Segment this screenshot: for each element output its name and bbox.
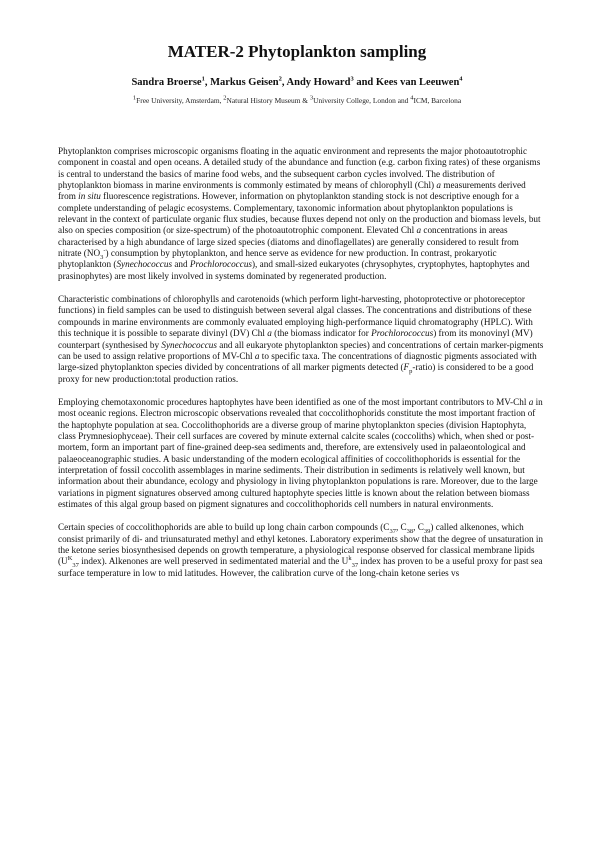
author-list: Sandra Broerse$^1$, Markus Geisen$^2$, Andy Howard$^3$ and Kees van Leeuwen$^4$ bbox=[131, 75, 463, 88]
paragraph-4: Certain species of coccolithophorids are able to build up long chain carbon compounds ($C_{37}$, $C_{38}$, $C_{39}$) called alkenones, which consist primarily of di- and triunsaturated methyl and ethyl ketones. Laboratory experiments show that the degree of unsaturation in the ketone series biosynthesised depends on growth temperature, a physiological response observed for classical membrane lipids ($U^K_{37}$ index). Alkenones are well preserved in sedimentated material and the $U^k_{37}$ index has proven to be a useful proxy for past sea surface temperature in low to mid latitudes. However, the calibration curve of the long-chain ketone series vs bbox=[58, 522, 544, 578]
affiliations: $^1$Free University, Amsterdam, $^2$Natural History Museum & $^3$University College, London and $^4$ICM, Barcelona bbox=[132, 94, 462, 105]
paragraph-2: Characteristic combinations of chlorophylls and carotenoids (which perform light-harvesting, photoprotective or photoreceptor functions) in field samples can be used to distinguish between several algal classes. The concentrations and distributions of these compounds in marine environments are commonly evaluated employing high-performance liquid chromatography (HPLC). With this technique it is possible to separate divinyl (DV) Chl a (the biomass indicator for Prochlorococcus) from its monovinyl (MV) counterpart (synthesised by Synechococcus and all eukaryote phytoplankton species) and concentrations of certain marker-pigments can be used to assign relative proportions of MV-Chl a to specific taxa. The concentrations of diagnostic pigments associated with large-sized phytoplankton species divided by concentrations of all marker pigments detected $(F_p-ratio)$ is considered to be a good proxy for new production:total production ratios. bbox=[58, 294, 544, 384]
paper-title: MATER-2 Phytoplankton sampling bbox=[167, 42, 427, 61]
paragraph-1: Phytoplankton comprises microscopic organisms floating in the aquatic environment and represents the major photoautotrophic component in coastal and open oceans. A detailed study of the abundance and function (e.g. carbon fixing rates) of these organisms is central to understand the basics of marine food webs, and the subsequent carbon cycles involved. The distribution of phytoplankton biomass in marine environments is commonly estimated by means of chlorophyll (Chl) a measurements derived from in situ fluorescence registrations. However, information on phytoplankton standing stock is not descriptive enough for a complete understanding of pelagic ecosystems. Complementary, taxonomic information about phytoplankton populations is relevant in the context of particulate organic flux studies, because fluxes depend not only on the production and biomass levels, but also on species composition (or size-spectrum) of the photoautotrophic component. Elevated Chl a concentrations in areas characterised by a high abundance of large sized species (diatoms and dinoflagellates) are generally considered to result from nitrate $(NO_3^-)$ consumption by phytoplankton, and hence serve as evidence for new production. In contrast, prokaryotic phytoplankton (Synechococcus and Prochlorococcus), and small-sized eukaryotes (chrysophytes, cryptophytes, haptophytes and prasinophytes) are most likely involved in systems dominated by regenerated production. bbox=[58, 146, 541, 281]
body-text bbox=[58, 146, 544, 591]
paragraph-3: Employing chemotaxonomic procedures haptophytes have been identified as one of the most important contributors to MV-Chl a in most oceanic regions. Electron microscopic observations revealed that coccolithophorids constitute the most important fraction of the haptophyte population at sea. Coccolithophorids are a diverse group of marine phytoplankton species (division Haptophyta, class Prymnesiophyceae). Their cell surfaces are covered by minute external calcite scales (coccoliths) which, when shed or post-mortem, form an important part of fine-grained deep-sea sediments and, therefore, are extensively used in palaeontological and palaeoceanographic studies. A basic understanding of the modern ecological affinities of coccolithophorids is essential for the interpretation of fossil coccolith assemblages in marine sediments. Their distribution in sediments is relatively well known, but information about their abundance, ecology and physiology in living phytoplankton populations is rare. Moreover, due to the large variations in pigment signatures observed among cultured haptophyte species little is known about the relation between biomass estimates of this algal group based on pigment signatures and coccolithophorids cell numbers in natural environments. bbox=[58, 396, 543, 509]
